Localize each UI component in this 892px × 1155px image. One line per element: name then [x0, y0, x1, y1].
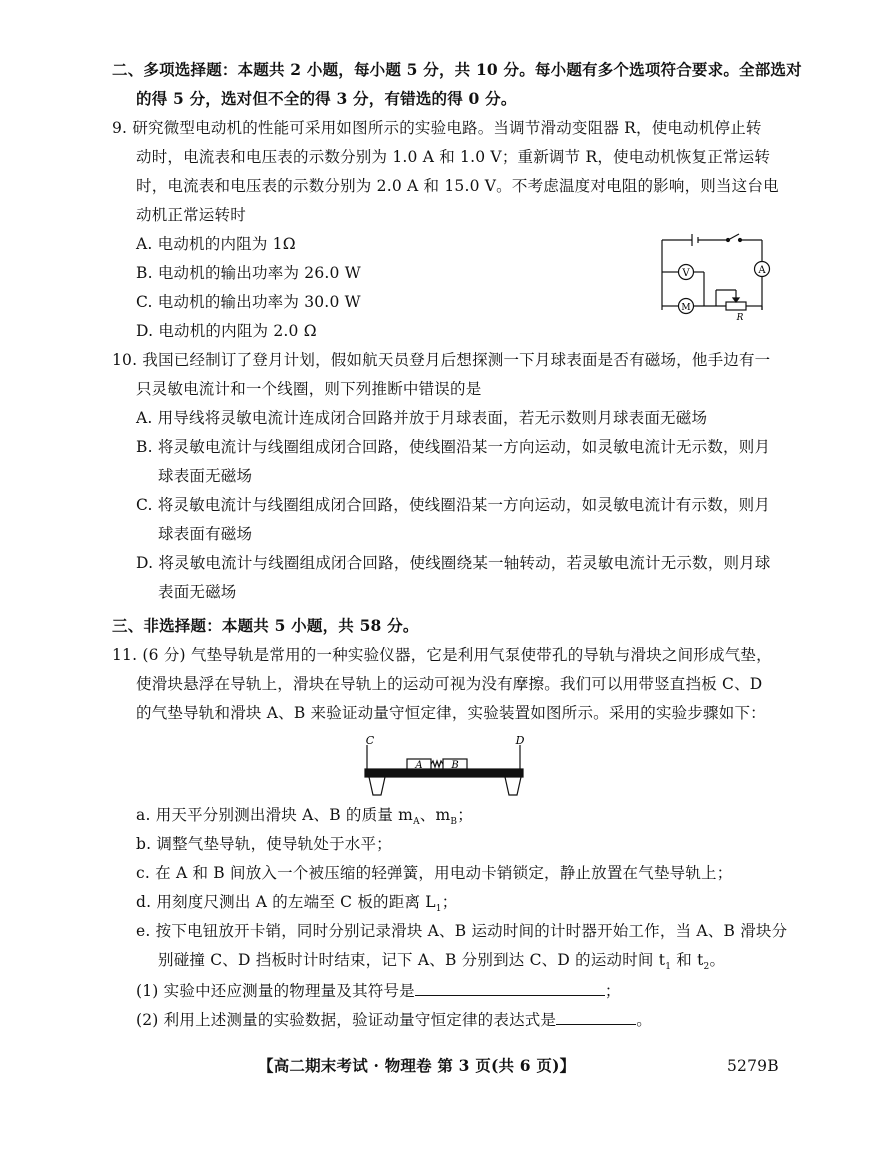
section3-heading: 三、非选择题：本题共 5 小题，共 58 分。 [112, 616, 419, 635]
q10-stem-line: 只灵敏电流计和一个线圈，则下列推断中错误的是 [136, 380, 482, 398]
q11-step-a-text: a. 用天平分别测出滑块 A、B 的质量 m [136, 806, 414, 824]
subscript-1: 1 [435, 904, 442, 915]
q9-option-d: D. 电动机的内阻为 2.0 Ω [136, 322, 317, 340]
air-track-figure [355, 733, 535, 801]
q11-sub2-text: (2) 利用上述测量的实验数据，验证动量守恒定律的表达式是 [136, 1011, 557, 1029]
subscript-b: B [450, 817, 458, 828]
slider-b-label: B [451, 760, 459, 771]
circuit-diagram [650, 230, 780, 322]
q11-step-d [136, 892, 457, 919]
subscript-1: 1 [665, 962, 672, 973]
q11-sub1-end: ； [604, 982, 621, 1000]
q11-sub2-end: 。 [636, 1011, 652, 1029]
q9-stem-line: 动时，电流表和电压表的示数分别为 1.0 A 和 1.0 V；重新调节 R，使电动机恢复正常运转 [136, 148, 771, 166]
subscript-2: 2 [703, 962, 710, 973]
page-footer-code: 5279B [727, 1057, 779, 1075]
subscript-a: A [413, 817, 420, 828]
q9-option-c: C. 电动机的输出功率为 30.0 W [136, 293, 361, 311]
q11-step-e-end: 。 [709, 951, 726, 969]
q9-option-a: A. 电动机的内阻为 1Ω [136, 235, 296, 253]
q10-option-b-cont: 球表面无磁场 [158, 467, 253, 485]
ammeter-label: A [758, 265, 766, 276]
q11-step-e-text: 别碰撞 C、D 挡板时计时结束，记下 A、B 分别到达 C、D 的运动时间 t [158, 951, 666, 969]
q11-sub2 [136, 1010, 652, 1030]
page-footer-title: 【高二期末考试 · 物理卷 第 3 页(共 6 页)】 [258, 1056, 576, 1075]
answer-blank-1[interactable] [415, 981, 605, 996]
q10-stem-line: 10. 我国已经制订了登月计划，假如航天员登月后想探测一下月球表面是否有磁场，他手边有一 [112, 351, 771, 369]
section2-heading-line2: 的得 5 分，选对但不全的得 3 分，有错选的得 0 分。 [136, 89, 517, 108]
q10-option-c-cont: 球表面有磁场 [158, 525, 253, 543]
q11-step-a [136, 805, 473, 832]
q10-option-b: B. 将灵敏电流计与线圈组成闭合回路，使线圈沿某一方向运动，如灵敏电流计无示数，则月 [136, 438, 771, 456]
q10-option-d: D. 将灵敏电流计与线圈组成闭合回路，使线圈绕某一轴转动，若灵敏电流计无示数，则月球 [136, 554, 771, 572]
section2-heading-line1: 二、多项选择题：本题共 2 小题，每小题 5 分，共 10 分。每小题有多个选项符合要求。全部选对 [112, 60, 802, 79]
q10-option-d-cont: 表面无磁场 [158, 583, 237, 601]
q11-step-e-cont [158, 950, 725, 977]
q11-step-c: c. 在 A 和 B 间放入一个被压缩的轻弹簧，用电动卡销锁定，静止放置在气垫导轨上； [136, 864, 733, 882]
q9-stem-line: 时，电流表和电压表的示数分别为 2.0 A 和 15.0 V。不考虑温度对电阻的影响，则当这台电 [136, 177, 779, 195]
voltmeter-label: V [682, 268, 690, 279]
q11-step-d-text: d. 用刻度尺测出 A 的左端至 C 板的距离 L [136, 893, 436, 911]
q10-option-c: C. 将灵敏电流计与线圈组成闭合回路，使线圈沿某一方向运动，如灵敏电流计有示数，则月 [136, 496, 771, 514]
q9-option-b: B. 电动机的输出功率为 26.0 W [136, 264, 361, 282]
slider-a-label: A [415, 760, 423, 771]
q10-option-a: A. 用导线将灵敏电流计连成闭合回路并放于月球表面，若无示数则月球表面无磁场 [136, 409, 708, 427]
q11-stem-line: 的气垫导轨和滑块 A、B 来验证动量守恒定律，实验装置如图所示。采用的实验步骤如下： [136, 704, 766, 722]
q11-step-d-end: ； [441, 893, 458, 911]
q11-step-e-mid: 和 t [671, 951, 704, 969]
q11-step-b: b. 调整气垫导轨，使导轨处于水平； [136, 835, 392, 853]
q11-step-e: e. 按下电钮放开卡销，同时分别记录滑块 A、B 运动时间的计时器开始工作，当 A、B 滑块分 [136, 922, 788, 940]
q11-sub1 [136, 981, 621, 1001]
resistor-label: R [736, 313, 744, 322]
q11-stem-line: 11. (6 分) 气垫导轨是常用的一种实验仪器，它是利用气泵使带孔的导轨与滑块之间形成气垫， [112, 646, 772, 664]
q11-step-a-end: ； [457, 806, 473, 824]
q11-sub1-text: (1) 实验中还应测量的物理量及其符号是 [136, 982, 415, 1000]
motor-label: M [681, 303, 691, 313]
q9-stem-line: 动机正常运转时 [136, 206, 246, 224]
plate-c-label: C [365, 734, 375, 747]
q9-stem-line: 9. 研究微型电动机的性能可采用如图所示的实验电路。当调节滑动变阻器 R，使电动机停止转 [112, 119, 762, 137]
q11-stem-line: 使滑块悬浮在导轨上，滑块在导轨上的运动可视为没有摩擦。我们可以用带竖直挡板 C、D [136, 675, 763, 693]
q11-step-a-mid: 、m [419, 806, 451, 824]
answer-blank-2[interactable] [556, 1010, 636, 1025]
plate-d-label: D [515, 734, 525, 747]
